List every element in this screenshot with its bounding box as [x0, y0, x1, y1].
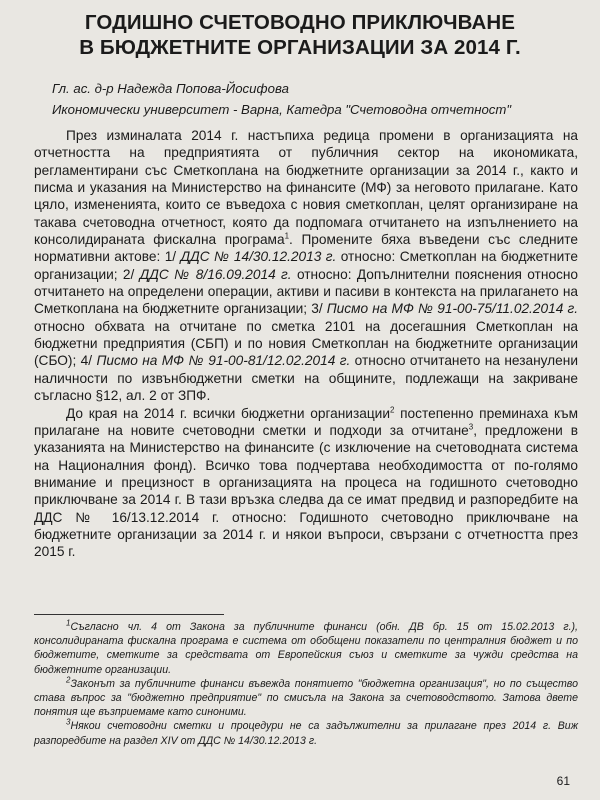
footnote-ref-2: 2 [389, 404, 395, 414]
footnote-divider [34, 614, 224, 615]
footnote-text-3: Някои счетоводни сметки и процедури не са задължителни за прилагане през 2014 г. Виж разпоредбите на раздел XIV от ДДС № 14/30.12.2013 г. [34, 720, 578, 747]
article-title [30, 10, 570, 60]
footnote-3 [34, 719, 578, 747]
legal-act-4: Писмо на МФ № 91-00-81/12.02.2014 г. [96, 353, 351, 369]
footnote-mark-2: 2 [66, 675, 71, 685]
page-number: 61 [556, 774, 570, 788]
article-body [34, 127, 578, 561]
legal-act-1: ДДС № 14/30.12.2013 г. [180, 249, 337, 265]
author-affiliation: Икономически университет - Варна, Катедра "Счетоводна отчетност" [52, 102, 512, 117]
paragraph-2-part-3: , предложени в указанията на Министерство на финансите (с изключение на счетоводната система на Националния фонд). Всичко това подчертава необходимостта от по-голямо внимание и прецизност в организацията на процеса на годишното счетоводно приключване за 2014 г. В тази връзка следва да се имат предвид и разпоредбите на ДДС № 16/13.12.2014 г. относно: Годишното счетоводно приключване на бюджетните организации за 2014 г. и някои въпроси, свързани с отчетността през 2015 г. [34, 422, 578, 560]
title-line-1: ГОДИШНО СЧЕТОВОДНО ПРИКЛЮЧВАНЕ [84, 11, 516, 34]
footnote-ref-1: 1 [284, 231, 290, 241]
footnote-2 [34, 677, 578, 720]
paragraph-2-part-2: постепенно преминаха към прилагане на новите счетоводни сметки и подходи за отчитане [34, 405, 578, 438]
paragraph-1-intro: През изминалата 2014 г. настъпиха редица промени в организацията на отчетността на предприятията от публичния сектор на икономиката, регламентирани със Сметкоплана на бюджетните организации за 2014 г., както и писма и указания на Министерство на финансите (МФ) за неговото прилагане. Като цяло, измененията, които се въведоха с новия сметкоплан, целят организиране на такава счетоводна отчетност, която да подпомага отчитането на изпълнението на консолидираната фискална програма [34, 128, 578, 248]
footnote-1 [34, 620, 578, 677]
legal-act-2: ДДС № 8/16.09.2014 г. [139, 266, 292, 282]
paragraph-1-text-d: относно обхвата на отчитане по сметка 2101 на досегашния Сметкоплан на бюджетни предприятия (СБП) и по новия Сметкоплан на бюджетните организации (СБО); 4/ [34, 318, 578, 369]
footnote-mark-3: 3 [66, 717, 71, 727]
paragraph-1-text-b: относно: Сметкоплан на бюджетните организации; 2/ [34, 249, 578, 282]
paragraph-1 [34, 127, 578, 405]
footnote-mark-1: 1 [66, 618, 71, 628]
footnote-text-2: Законът за публичните финанси въвежда понятието "бюджетна организация", но по същество става въпрос за "бюджетно предприятие" по смисъла на Закона за счетоводството. Затова двете понятия ще възприемаме като синоними. [34, 677, 578, 719]
paragraph-1-text-e: относно отчитането на незанулени наличности по извънбюджетни сметки на общините, подлежащи на закриване съгласно §12, ал. 2 от ЗПФ. [34, 353, 578, 404]
paragraph-1-text-a: . Промените бяха въведени със следните нормативни актове: 1/ [34, 232, 578, 265]
author-block [52, 78, 597, 120]
author-name: Гл. ас. д-р Надежда Попова-Йосифова [52, 81, 289, 96]
footnote-text-1: Съгласно чл. 4 от Закона за публичните финанси (обн. ДВ бр. 15 от 15.02.2013 г.), консолидираната фискална програма е система от обобщени показатели по централния бюджет и по бюджетите, сметките за средствата от Европейския съюз и сметките за чужди средства на бюджетните организации. [34, 621, 578, 676]
paragraph-2-part-1: До края на 2014 г. всички бюджетни организации [66, 405, 390, 421]
footnotes-block [34, 620, 578, 748]
paragraph-2 [34, 405, 578, 561]
footnote-ref-3: 3 [468, 422, 474, 432]
paragraph-1-text-c: относно: Допълнителни пояснения относно отчитането на определени операции, активи и пасиви в контекста на прилагането на Сметкоплана на бюджетните организации; 3/ [34, 266, 579, 317]
legal-act-3: Писмо на МФ № 91-00-75/11.02.2014 г. [326, 301, 578, 317]
title-line-2: В БЮДЖЕТНИТЕ ОРГАНИЗАЦИИ ЗА 2014 Г. [79, 36, 521, 59]
